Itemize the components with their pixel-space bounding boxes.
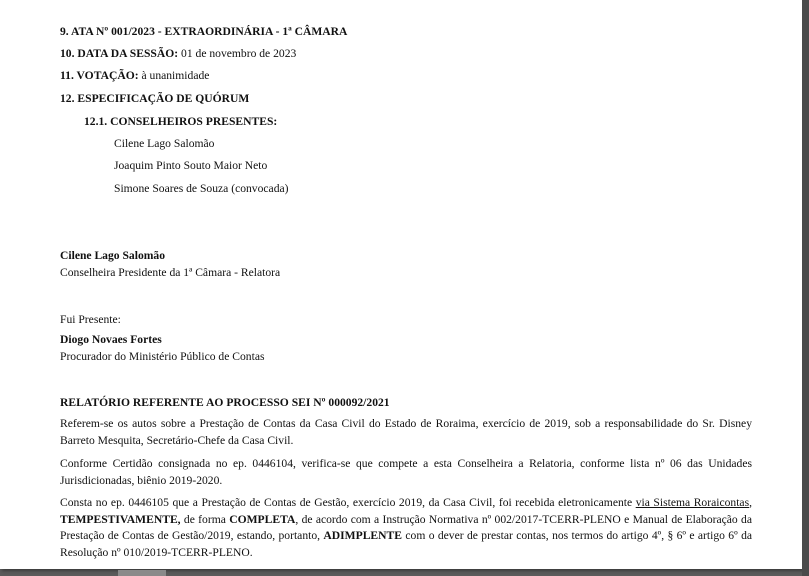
report-p3-text-2: , (749, 496, 752, 509)
item-9-heading: 9. ATA Nº 001/2023 - EXTRAORDINÁRIA - 1ª CÂMARA (60, 25, 348, 38)
report-p3-text-4: , de acordo com a Instrução Normativa nº 002/2017-TCERR-PLENO e Manual de Elaboração da Prestação de Contas de Gestão/2019, estando, portanto, (60, 512, 752, 542)
item-10-value: 01 de novembro de 2023 (178, 47, 297, 60)
member-item: Simone Soares de Souza (convocada) (114, 182, 289, 195)
item-10-label: 10. DATA DA SESSÃO: (60, 47, 179, 60)
present-role: Procurador do Ministério Público de Contas (60, 350, 265, 363)
item-11-label: 11. VOTAÇÃO: (60, 69, 139, 82)
adimplente-bold: ADIMPLENTE (323, 529, 403, 542)
roraicontas-link[interactable]: via Sistema Roraicontas (635, 496, 750, 509)
report-p3-text-5: com o dever de prestar contas, nos termos do artigo 4º, § 6º e artigo 6º da Resolução nº 010/2019-TCERR-PLENO. (60, 529, 753, 559)
member-item: Joaquim Pinto Souto Maior Neto (114, 159, 268, 172)
tempestivamente-bold: TEMPESTIVAMENTE, (60, 512, 181, 526)
report-paragraph-3 (60, 495, 752, 561)
item-11-value: à unanimidade (138, 69, 210, 82)
item-12-1-heading: 12.1. CONSELHEIROS PRESENTES: (84, 115, 278, 128)
completa-bold: COMPLETA (229, 512, 296, 526)
member-item: Cilene Lago Salomão (114, 137, 215, 150)
present-name: Diogo Novaes Fortes (60, 333, 162, 346)
report-p3-text-3: de forma (180, 512, 230, 526)
signature-role: Conselheira Presidente da 1ª Câmara - Relatora (60, 266, 281, 279)
report-paragraph-2: Conforme Certidão consignada no ep. 0446104, verifica-se que compete a esta Conselheira a Relatoria, conforme lista nº 06 das Unidades Jurisdicionadas, biênio 2019-2020. (60, 457, 752, 487)
item-11-voting (60, 69, 209, 83)
viewer-background-right (802, 0, 809, 576)
item-10-session-date (60, 47, 296, 61)
report-p3-text-1: Consta no ep. 0446105 que a Prestação de Contas de Gestão, exercício 2019, da Casa Civil, foi recebida eletronicamente (60, 496, 636, 509)
item-12-heading: 12. ESPECIFICAÇÃO DE QUÓRUM (60, 92, 250, 105)
report-title: RELATÓRIO REFERENTE AO PROCESSO SEI Nº 000092/2021 (60, 396, 390, 409)
present-label: Fui Presente: (60, 313, 121, 326)
signature-name: Cilene Lago Salomão (60, 249, 165, 262)
horizontal-scrollbar-thumb[interactable] (118, 570, 166, 576)
report-paragraph-1: Referem-se os autos sobre a Prestação de Contas da Casa Civil do Estado de Roraima, exercício de 2019, sob a responsabilidade do Sr. Disney Barreto Mesquita, Secretário-Chefe da Casa Civil. (60, 417, 752, 447)
